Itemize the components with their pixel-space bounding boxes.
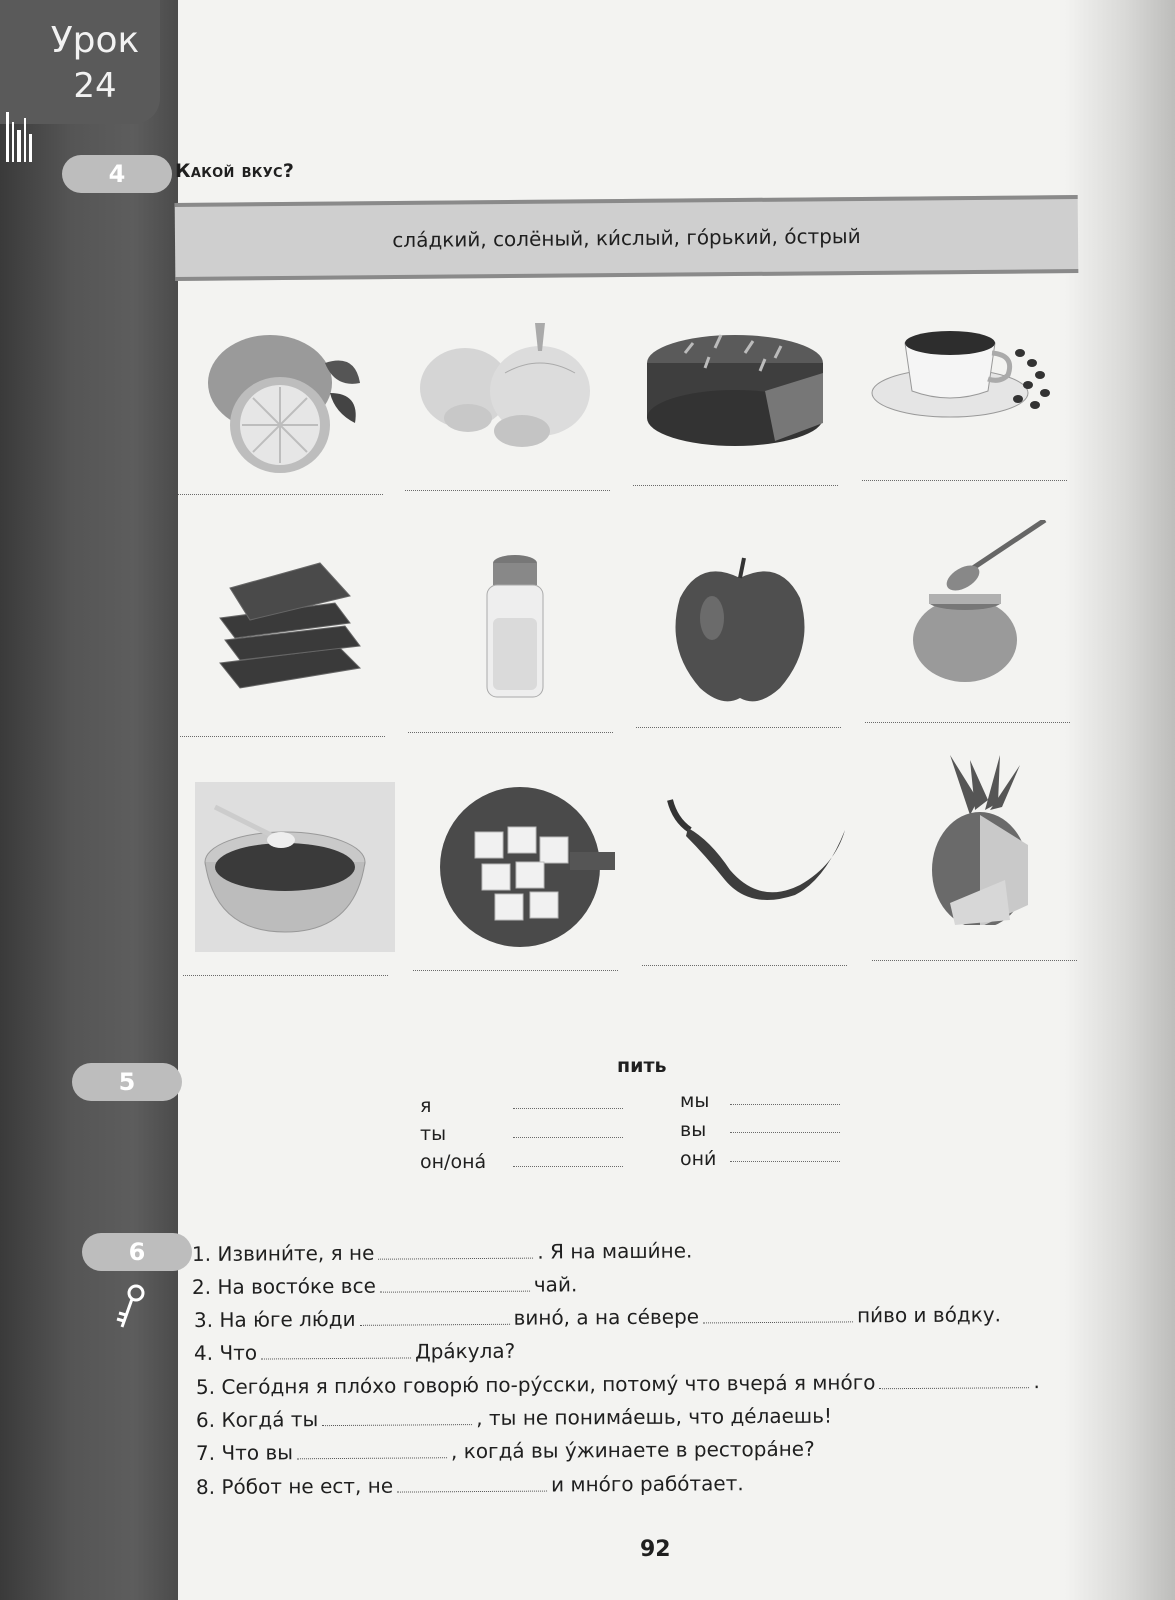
word-bank-text: сла́дкий, солёный, ки́слый, го́рький, о́стрый bbox=[392, 223, 861, 253]
chocolate-icon bbox=[190, 548, 390, 718]
key-icon bbox=[114, 1283, 148, 1331]
sentence-7-blank[interactable] bbox=[297, 1443, 447, 1459]
sentence-8 bbox=[196, 1471, 744, 1499]
exercise-6-badge: 6 bbox=[82, 1233, 192, 1271]
sentence-2-part-a: 2. На восто́ке все bbox=[191, 1273, 376, 1299]
sentence-7 bbox=[196, 1437, 815, 1465]
sentence-4-blank[interactable] bbox=[261, 1343, 411, 1359]
sentence-4-part-b: Дра́кула? bbox=[414, 1338, 516, 1364]
caviar-icon bbox=[195, 782, 395, 952]
page-number: 92 bbox=[640, 1537, 671, 1562]
answer-line[interactable] bbox=[413, 970, 618, 971]
pronoun-ty: ты bbox=[420, 1123, 447, 1145]
sentence-3-part-a: 3. На ю́ге лю́ди bbox=[193, 1306, 356, 1332]
sentence-5-part-b: . bbox=[1033, 1369, 1040, 1394]
answer-line[interactable] bbox=[633, 485, 838, 486]
pronoun-ya: я bbox=[420, 1095, 432, 1117]
sentence-2-part-b: чай. bbox=[533, 1272, 578, 1297]
word-bank-box bbox=[175, 195, 1079, 281]
barcode-icon bbox=[4, 112, 34, 162]
pronoun-my: мы bbox=[680, 1090, 710, 1112]
answer-line[interactable] bbox=[636, 727, 841, 728]
answer-line[interactable] bbox=[872, 960, 1077, 961]
sentence-1-blank[interactable] bbox=[378, 1244, 533, 1260]
sentence-2-blank[interactable] bbox=[380, 1277, 530, 1293]
sentence-6-part-a: 6. Когда́ ты bbox=[195, 1407, 319, 1432]
sentence-6-blank[interactable] bbox=[322, 1410, 472, 1426]
apple-icon bbox=[640, 548, 840, 718]
sentence-3 bbox=[194, 1302, 1001, 1332]
chili-pepper-icon bbox=[650, 790, 850, 960]
sentence-3-blank-2[interactable] bbox=[703, 1307, 853, 1323]
answer-line[interactable] bbox=[862, 480, 1067, 481]
answer-line[interactable] bbox=[180, 736, 385, 737]
answer-line[interactable] bbox=[408, 732, 613, 733]
conjugation-blank[interactable] bbox=[730, 1132, 840, 1133]
sentence-5-part-a: 5. Сего́дня я пло́хо говорю́ по-ру́сски, потому́ что вчера́ я мно́го bbox=[195, 1370, 876, 1399]
sentence-3-part-c: пи́во и во́дку. bbox=[856, 1302, 1002, 1328]
cake-icon bbox=[635, 313, 835, 483]
sentence-1-part-b: . Я на маши́не. bbox=[537, 1238, 693, 1264]
sentence-6-part-b: , ты не понима́ешь, что де́лаешь! bbox=[476, 1403, 833, 1431]
sentence-2 bbox=[192, 1272, 577, 1299]
sentence-4-part-a: 4. Что bbox=[193, 1340, 258, 1365]
answer-line[interactable] bbox=[405, 490, 610, 491]
salt-shaker-icon bbox=[415, 548, 615, 718]
answer-line[interactable] bbox=[183, 975, 388, 976]
conjugation-blank[interactable] bbox=[730, 1104, 840, 1105]
sentence-8-part-a: 8. Ро́бот не ест, не bbox=[195, 1473, 394, 1499]
pineapple-icon bbox=[910, 755, 1110, 925]
conjugation-blank[interactable] bbox=[513, 1108, 623, 1109]
lemon-icon bbox=[185, 313, 385, 483]
left-margin-strip bbox=[0, 0, 178, 1600]
conjugation-blank[interactable] bbox=[513, 1137, 623, 1138]
conjugation-blank[interactable] bbox=[513, 1166, 623, 1167]
verb-title: пить bbox=[617, 1055, 667, 1077]
sentence-5 bbox=[196, 1369, 1040, 1399]
answer-line[interactable] bbox=[178, 494, 383, 495]
sentence-3-blank-1[interactable] bbox=[359, 1310, 509, 1326]
sentence-8-part-b: и мно́го рабо́тает. bbox=[551, 1471, 744, 1497]
sentence-5-blank[interactable] bbox=[879, 1373, 1029, 1389]
exercise-4-badge: 4 bbox=[62, 155, 172, 193]
honey-icon bbox=[885, 520, 1085, 690]
pronoun-on-ona: он/она́ bbox=[420, 1151, 487, 1173]
sentence-7-part-a: 7. Что вы bbox=[195, 1440, 294, 1465]
exercise-4-title: Какой вкус? bbox=[175, 160, 295, 182]
sentence-3-part-b: вино́, а на се́вере bbox=[513, 1304, 700, 1330]
answer-line[interactable] bbox=[642, 965, 847, 966]
conjugation-blank[interactable] bbox=[730, 1161, 840, 1162]
garlic-icon bbox=[410, 313, 610, 483]
sentence-4 bbox=[194, 1339, 515, 1365]
pronoun-vy: вы bbox=[680, 1119, 707, 1141]
lesson-tab bbox=[0, 0, 160, 124]
lesson-number: 24 bbox=[73, 66, 117, 106]
answer-line[interactable] bbox=[865, 722, 1070, 723]
sugar-icon bbox=[420, 782, 620, 952]
sentence-1 bbox=[192, 1239, 693, 1266]
sentence-8-blank[interactable] bbox=[397, 1477, 547, 1493]
sentence-7-part-b: , когда́ вы у́жинаете в рестора́не? bbox=[450, 1436, 815, 1464]
sentence-1-part-a: 1. Извини́те, я не bbox=[191, 1240, 375, 1266]
pronoun-oni: они́ bbox=[680, 1148, 717, 1170]
coffee-icon bbox=[870, 313, 1070, 483]
lesson-word: Урок bbox=[50, 20, 140, 61]
sentence-6 bbox=[196, 1404, 832, 1432]
exercise-5-badge: 5 bbox=[72, 1063, 182, 1101]
